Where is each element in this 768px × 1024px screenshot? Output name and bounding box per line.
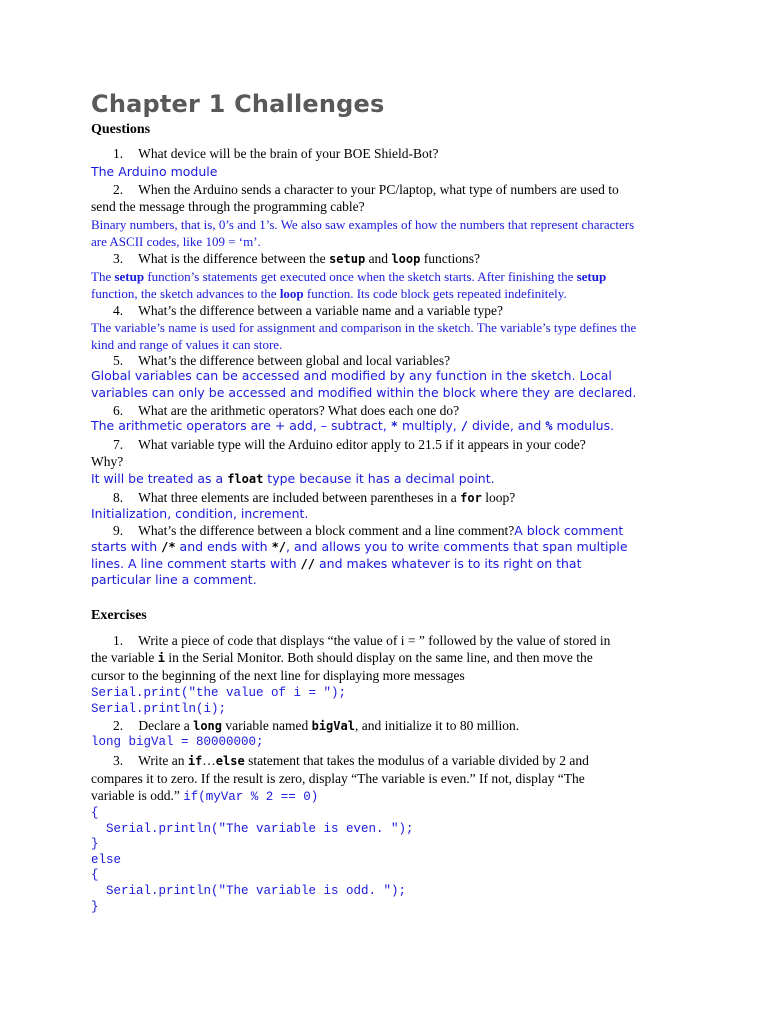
question-6: 6. What are the arithmetic operators? What does each one do? — [113, 403, 460, 418]
exercises-heading: Exercises — [91, 608, 147, 623]
exercise-2-code: long bigVal = 80000000; — [91, 735, 264, 749]
answer-7: It will be treated as a float type because it has a decimal point. — [91, 471, 495, 486]
exercise-1: 1. Write a piece of code that displays “the value of i = ” followed by the value of stored in the variable i in the Serial Monitor. Both should display on the same line, and then move the cursor to the beginning of the next line for displaying more messages — [91, 633, 611, 683]
exercise-1-code: Serial.print("the value of i = "); Serial.println(i); — [91, 686, 347, 716]
answer-6: The arithmetic operators are + add, – subtract, * multiply, / divide, and % modulus. — [91, 418, 615, 433]
answer-9: starts with /* and ends with */, and allows you to write comments that span multiple lines. A line comment starts with // and makes whatever is to its right on that particular line a comment. — [91, 539, 628, 587]
question-9: 9. What’s the difference between a block comment and a line comment?A block comment — [113, 523, 624, 538]
answer-5: Global variables can be accessed and modified by any function in the sketch. Local variables can only be accessed and modified within the block where they are declared. — [91, 368, 637, 400]
questions-heading: Questions — [91, 122, 151, 137]
exercise-2: 2. Declare a long variable named bigVal, and initialize it to 80 million. — [113, 718, 520, 733]
question-2: 2. When the Arduino sends a character to your PC/laptop, what type of numbers are used to send the message through the programming cable? — [91, 182, 619, 214]
answer-8: Initialization, condition, increment. — [91, 506, 309, 521]
question-7: 7. What variable type will the Arduino editor apply to 21.5 if it appears in your code? Why? — [91, 437, 586, 469]
page-title: Chapter 1 Challenges — [91, 90, 385, 118]
answer-3: The setup function’s statements get executed once when the sketch starts. After finishing the setup function, the sketch advances to the loop function. Its code block gets repeated indefinitely. — [91, 269, 607, 301]
exercise-3: 3. Write an if…else statement that takes the modulus of a variable divided by 2 and compares it to zero. If the result is zero, display “The variable is even.” If not, display “The variable is odd.” if(myVar % 2 == 0) — [91, 753, 589, 804]
question-3: 3. What is the difference between the setup and loop functions? — [113, 251, 480, 266]
question-1: 1. What device will be the brain of your BOE Shield-Bot? — [113, 146, 439, 161]
question-5: 5. What’s the difference between global and local variables? — [113, 353, 451, 368]
answer-1: The Arduino module — [91, 164, 218, 179]
question-8: 8. What three elements are included between parentheses in a for loop? — [113, 490, 516, 505]
answer-2: Binary numbers, that is, 0’s and 1’s. We also saw examples of how the numbers that represent characters are ASCII codes, like 109 = ‘m’. — [91, 217, 635, 249]
exercise-3-code: { Serial.println("The variable is even. "); } else { Serial.println("The variable is odd. "); } — [91, 806, 414, 914]
question-4: 4. What’s the difference between a variable name and a variable type? — [113, 303, 503, 318]
answer-4: The variable’s name is used for assignment and comparison in the sketch. The variable’s type defines the kind and range of values it can store. — [91, 320, 637, 352]
